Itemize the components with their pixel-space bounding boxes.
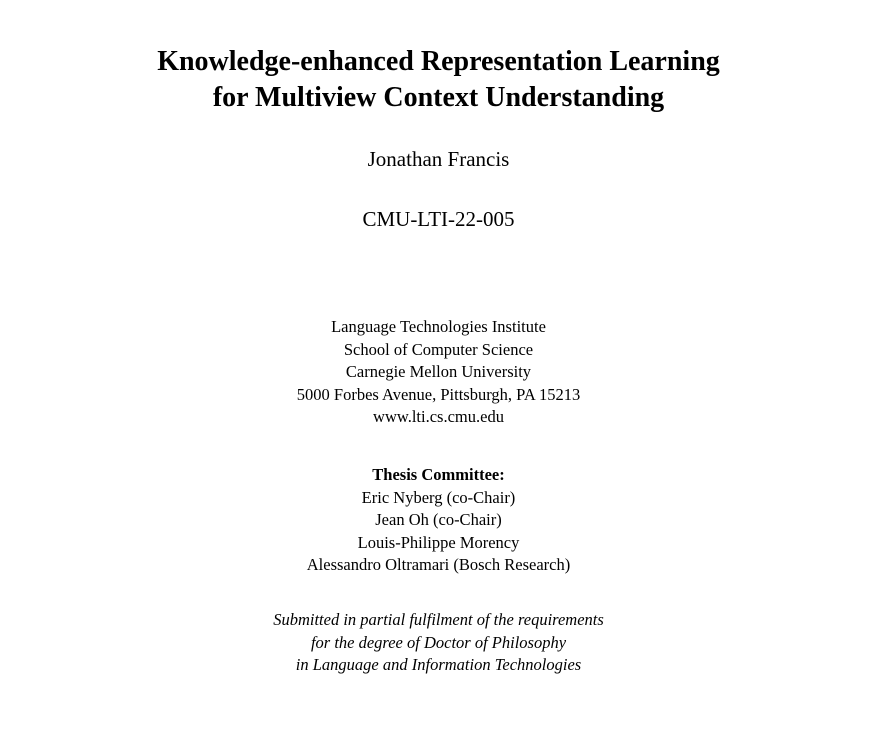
report-number: CMU-LTI-22-005: [362, 207, 515, 231]
committee-member: Eric Nyberg (co-Chair): [361, 487, 516, 507]
institute-name: Language Technologies Institute: [331, 317, 546, 336]
thesis-title-line-1: Knowledge-enhanced Representation Learning: [157, 46, 720, 77]
committee-heading: Thesis Committee:: [372, 465, 505, 484]
website-url: www.lti.cs.cmu.edu: [373, 407, 504, 426]
thesis-title-line-2: for Multiview Context Understanding: [212, 82, 665, 113]
street-address: 5000 Forbes Avenue, Pittsburgh, PA 15213: [296, 384, 581, 404]
committee-member: Louis-Philippe Morency: [357, 532, 520, 552]
thesis-committee: [0, 464, 877, 577]
school-name: School of Computer Science: [343, 339, 534, 359]
committee-member: Alessandro Oltramari (Bosch Research): [306, 555, 571, 574]
submission-line-2: for the degree of Doctor of Philosophy: [310, 632, 567, 652]
submission-statement: [0, 609, 877, 677]
submission-line-1: Submitted in partial fulfilment of the requirements: [273, 610, 604, 629]
thesis-title: [0, 44, 877, 116]
committee-member: Jean Oh (co-Chair): [375, 510, 502, 529]
university-name: Carnegie Mellon University: [345, 362, 532, 381]
submission-line-3: in Language and Information Technologies: [295, 655, 582, 674]
author-name: Jonathan Francis: [367, 147, 510, 171]
institution-address: [0, 316, 877, 429]
